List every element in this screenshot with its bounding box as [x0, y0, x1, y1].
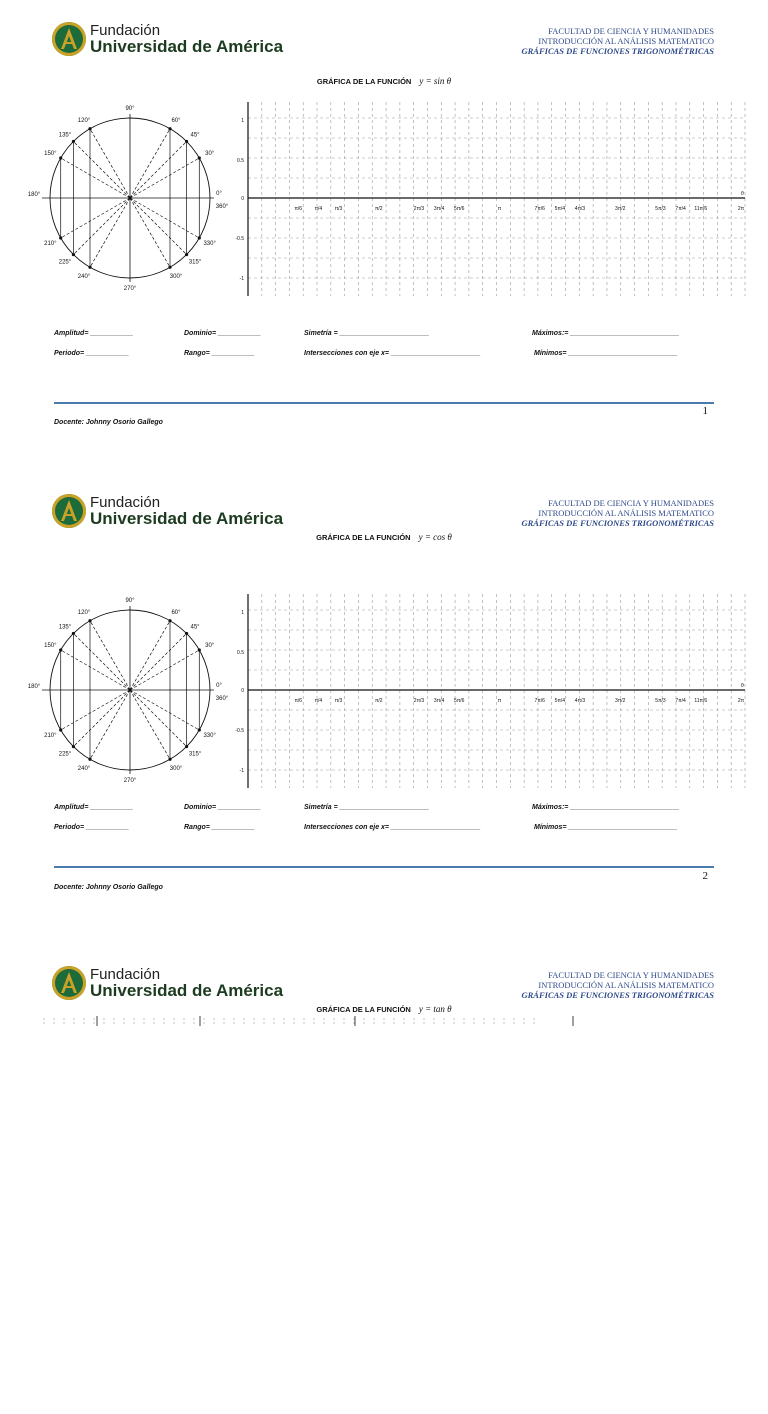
x-tick-label: 5π/6	[454, 206, 465, 212]
angle-ray	[130, 690, 170, 759]
periodo-field[interactable]: Periodo= ___________	[54, 350, 129, 357]
angle-ray	[73, 633, 130, 690]
title-prefix: GRÁFICA DE LA FUNCIÓN	[316, 533, 411, 542]
x-tick-label: 7π/4	[675, 698, 686, 704]
logo-line-1: Fundación	[90, 22, 161, 39]
rango-field[interactable]: Rango= ___________	[184, 824, 255, 831]
angle-point	[59, 236, 62, 239]
function-formula: y = sin θ	[419, 76, 452, 86]
amplitud-field[interactable]: Amplitud= ___________	[54, 330, 134, 337]
x-tick-label: 4π/3	[574, 698, 586, 704]
simetria-field[interactable]: Simetría = _______________________	[304, 804, 430, 811]
angle-ray	[90, 690, 130, 759]
y-tick-label: 0	[241, 688, 244, 694]
angle-point	[88, 619, 91, 622]
angle-label: 270°	[123, 778, 137, 784]
angle-point	[168, 266, 171, 269]
angle-ray	[130, 141, 187, 198]
graph-top-strip	[40, 1014, 560, 1026]
angle-label: 330°	[203, 241, 216, 247]
header-line-2: INTRODUCCIÓN AL ANÁLISIS MATEMATICO	[538, 36, 714, 46]
angle-label: 60°	[171, 118, 181, 125]
angle-ray	[61, 650, 130, 690]
angle-point	[59, 728, 62, 731]
x-tick-label: 4π/3	[574, 206, 586, 212]
x-tick-label: 3π/2	[615, 698, 626, 704]
y-tick-label: 0	[241, 196, 244, 202]
angle-point	[198, 156, 201, 159]
angle-label: 210°	[44, 733, 57, 739]
x-tick-label: π	[497, 698, 502, 704]
x-tick-label: 7π/6	[534, 206, 545, 212]
x-tick-label: 7π/4	[675, 206, 686, 212]
function-graph	[235, 592, 750, 792]
faculty-header	[522, 26, 715, 56]
logo-line-2: Universidad de América	[90, 509, 284, 528]
x-tick-label: 7π/6	[534, 698, 545, 704]
angle-point	[59, 156, 62, 159]
angle-label: 225°	[58, 751, 72, 758]
angle-point	[185, 253, 188, 256]
worksheet-page	[0, 0, 768, 470]
angle-point	[72, 140, 75, 143]
logo-line-2: Universidad de América	[90, 37, 284, 56]
x-tick-label: 2π/3	[413, 206, 425, 212]
x-tick-label: 11π/6	[694, 698, 708, 704]
angle-point	[59, 648, 62, 651]
y-tick-label: -0.5	[235, 236, 244, 242]
header-line-1: FACULTAD DE CIENCIA Y HUMANIDADES	[548, 498, 714, 508]
angle-label: 240°	[77, 273, 91, 280]
angle-label: 135°	[58, 132, 72, 139]
angle-ray	[130, 198, 199, 238]
angle-label: 360°	[215, 696, 229, 702]
x-tick-label: π	[497, 206, 502, 212]
angle-label: 135°	[58, 624, 72, 631]
title-prefix: GRÁFICA DE LA FUNCIÓN	[316, 77, 412, 86]
angle-label: 0°	[216, 683, 222, 689]
angle-point	[198, 728, 201, 731]
angle-label: 315°	[188, 259, 202, 266]
docente-label: Docente: Johnny Osorio Gallego	[54, 884, 163, 891]
angle-point	[198, 648, 201, 651]
logo-line-1: Fundación	[90, 966, 161, 983]
header-line-2: INTRODUCCIÓN AL ANÁLISIS MATEMATICO	[538, 508, 714, 518]
maximos-field[interactable]: Máximos:= ____________________________	[532, 330, 680, 337]
y-tick-label: 0.5	[237, 650, 244, 656]
x-tick-label: 3π/4	[433, 698, 445, 704]
angle-ray	[130, 650, 199, 690]
page-number: 1	[702, 405, 708, 417]
angle-label: 30°	[205, 643, 215, 649]
angle-label: 45°	[190, 132, 200, 139]
y-tick-label: -0.5	[235, 728, 244, 734]
angle-label: 315°	[188, 751, 202, 758]
angle-label: 180°	[27, 192, 41, 198]
x-tick-label: 5π/4	[554, 698, 566, 704]
header-line-3: GRÁFICAS DE FUNCIONES TRIGONOMÉTRICAS	[521, 518, 714, 528]
x-tick-label: 5π/6	[454, 698, 465, 704]
angle-point	[72, 632, 75, 635]
dominio-field[interactable]: Dominio= ___________	[184, 804, 261, 811]
unit-circle	[27, 592, 230, 792]
angle-label: 225°	[58, 259, 72, 266]
faculty-header	[522, 498, 715, 528]
worksheet-page	[0, 944, 768, 1414]
unit-circle	[27, 100, 230, 300]
angle-point	[185, 745, 188, 748]
x-tick-label: π/6	[294, 698, 303, 704]
function-graph	[235, 100, 750, 300]
angle-point	[185, 140, 188, 143]
faculty-header	[522, 970, 715, 1000]
function-title	[0, 76, 768, 86]
axis-variable-label: θ	[741, 191, 744, 197]
angle-point	[168, 127, 171, 130]
axis-variable-label: θ	[741, 683, 744, 689]
angle-ray	[61, 690, 130, 730]
angle-ray	[90, 198, 130, 267]
worksheet-page	[0, 472, 768, 942]
angle-label: 45°	[190, 624, 200, 631]
angle-ray	[73, 198, 130, 255]
angle-label: 90°	[125, 598, 135, 604]
function-formula: y = cos θ	[418, 532, 452, 542]
x-tick-label: 5π/3	[655, 206, 666, 212]
angle-label: 0°	[216, 191, 222, 197]
x-tick-label: 3π/2	[615, 206, 626, 212]
angle-label: 150°	[44, 643, 57, 649]
angle-label: 300°	[169, 765, 183, 772]
angle-point	[185, 632, 188, 635]
header-line-1: FACULTAD DE CIENCIA Y HUMANIDADES	[548, 26, 714, 36]
intersecciones-field[interactable]: Intersecciones con eje x= _______________________	[304, 824, 481, 831]
amplitud-field[interactable]: Amplitud= ___________	[54, 804, 134, 811]
x-tick-label: π/4	[314, 206, 323, 212]
function-formula: y = tan θ	[418, 1004, 452, 1014]
angle-label: 210°	[44, 241, 57, 247]
angle-ray	[90, 129, 130, 198]
y-tick-label: 1	[241, 610, 244, 616]
university-logo	[52, 494, 284, 530]
graph-grid	[248, 102, 745, 296]
angle-ray	[73, 690, 130, 747]
y-tick-label: 1	[241, 118, 244, 124]
angle-label: 60°	[171, 610, 181, 617]
x-tick-label: 2π	[737, 698, 745, 704]
x-tick-label: 5π/4	[554, 206, 566, 212]
x-tick-label: 2π/3	[413, 698, 425, 704]
angle-ray	[61, 198, 130, 238]
simetria-field[interactable]: Simetría = _______________________	[304, 330, 430, 337]
logo-line-2: Universidad de América	[90, 981, 284, 1000]
maximos-field[interactable]: Máximos:= ____________________________	[532, 804, 680, 811]
function-title	[0, 1004, 768, 1014]
angle-label: 300°	[169, 273, 183, 280]
periodo-field[interactable]: Periodo= ___________	[54, 824, 129, 831]
angle-label: 240°	[77, 765, 91, 772]
angle-label: 180°	[27, 684, 41, 690]
angle-ray	[61, 158, 130, 198]
angle-ray	[130, 690, 199, 730]
header-line-1: FACULTAD DE CIENCIA Y HUMANIDADES	[548, 970, 714, 980]
angle-point	[72, 253, 75, 256]
university-logo	[52, 966, 284, 1002]
x-tick-label: 2π	[737, 206, 745, 212]
logo-emblem-icon	[52, 966, 86, 1000]
angle-ray	[130, 198, 170, 267]
footer-rule	[54, 402, 714, 404]
angle-point	[168, 619, 171, 622]
footer-rule	[54, 866, 714, 868]
logo-line-1: Fundación	[90, 494, 161, 511]
y-tick-label: -1	[239, 768, 244, 774]
angle-point	[88, 758, 91, 761]
angle-label: 30°	[205, 151, 215, 157]
angle-ray	[130, 158, 199, 198]
angle-ray	[90, 621, 130, 690]
angle-label: 330°	[203, 733, 216, 739]
intersecciones-field[interactable]: Intersecciones con eje x= _______________________	[304, 350, 481, 357]
angle-label: 270°	[123, 286, 137, 292]
logo-emblem-icon	[52, 22, 86, 56]
angle-point	[88, 127, 91, 130]
angle-ray	[73, 141, 130, 198]
angle-ray	[130, 129, 170, 198]
x-tick-label: π/2	[374, 206, 383, 212]
x-tick-label: 11π/6	[694, 206, 708, 212]
minimos-field[interactable]: Mínimos= ____________________________	[534, 350, 678, 357]
header-line-3: GRÁFICAS DE FUNCIONES TRIGONOMÉTRICAS	[521, 46, 714, 56]
dominio-field[interactable]: Dominio= ___________	[184, 330, 261, 337]
rango-field[interactable]: Rango= ___________	[184, 350, 255, 357]
angle-label: 120°	[77, 118, 91, 125]
page-number: 2	[702, 870, 708, 882]
angle-label: 360°	[215, 204, 229, 210]
title-prefix: GRÁFICA DE LA FUNCIÓN	[316, 1005, 411, 1014]
x-tick-label: π/6	[294, 206, 303, 212]
header-line-2: INTRODUCCIÓN AL ANÁLISIS MATEMATICO	[538, 980, 714, 990]
angle-ray	[130, 198, 187, 255]
x-tick-label: 3π/4	[433, 206, 445, 212]
docente-label: Docente: Johnny Osorio Gallego	[54, 419, 163, 426]
angle-point	[198, 236, 201, 239]
x-tick-label: π/3	[334, 698, 343, 704]
university-logo	[52, 22, 284, 58]
x-tick-label: π/2	[374, 698, 383, 704]
angle-ray	[130, 690, 187, 747]
function-title	[0, 532, 768, 542]
angle-label: 150°	[44, 151, 57, 157]
angle-ray	[130, 621, 170, 690]
angle-point	[168, 758, 171, 761]
angle-label: 90°	[125, 106, 135, 112]
logo-emblem-icon	[52, 494, 86, 528]
x-tick-label: 5π/3	[655, 698, 666, 704]
angle-ray	[130, 633, 187, 690]
y-tick-label: -1	[239, 276, 244, 282]
angle-label: 120°	[77, 610, 91, 617]
minimos-field[interactable]: Mínimos= ____________________________	[534, 824, 678, 831]
graph-grid	[248, 594, 745, 788]
y-tick-label: 0.5	[237, 158, 244, 164]
x-tick-label: π/4	[314, 698, 323, 704]
header-line-3: GRÁFICAS DE FUNCIONES TRIGONOMÉTRICAS	[521, 990, 714, 1000]
angle-point	[88, 266, 91, 269]
angle-point	[72, 745, 75, 748]
x-tick-label: π/3	[334, 206, 343, 212]
